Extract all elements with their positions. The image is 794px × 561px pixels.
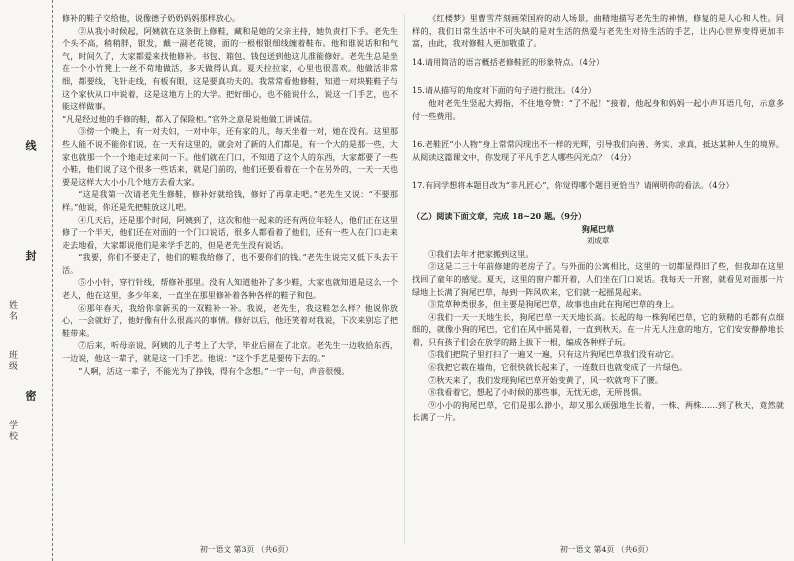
paragraph: “凡是经过他的手修的鞋，都入了保险柜。”官外之意是说他做工讲诚信。 [62, 113, 318, 124]
left-column [62, 12, 398, 377]
paragraph: ②从我小时候起，阿姨就在这条街上修鞋，藏和是她的父亲主持，她负责打下手。老先生个头不高，稍稍胖，银发，戴一副老花镜，面的一根根银细线缠着鞋布。他和谁说话和和气气，时间久了，大家都爱来找他修补。书包、箱包、钱包送到他这儿准能修好。老先生总是坐在一个小竹凳上一丝不苟地做活，多天做得认真。夏天拉拉家，心里也很喜欢。他做活非常细，都要线，飞针走线，有板有眼，这是要真功夫的。我常常看他修鞋，知道一对块鞋鞋子与这个家伙从口中说着，这是这地方上的大学。把好细心，也不能说什么，说这一门手艺，也不能这样做事。 [62, 25, 398, 112]
article-title: 狗尾巴草 [581, 223, 615, 234]
paragraph: ④我们一天一天地生长，狗尾巴草一天天地长高。长起的每一株狗尾巴草，它的须精的毛都有点细细的，就像小狗的尾巴，它们在风中摇晃着，一直到秋天。在一片无人注意的地方，它们安安静静地长着，只有孩子们会在放学的路上拔下一根，编成各种样子玩。 [412, 311, 784, 347]
paragraph: ⑨小小的狗尾巴草，它们是那么渺小，却又那么顽强地生长着，一株、两株……到了秋天，竟然就长满了一片。 [412, 399, 784, 423]
paragraph: ④几天后，还是那个时间，阿姨到了，这次和他一起来的还有两位年轻人，他们正在这里修了一个半天，他们还在对面的一个门口说话，很多人都看着了他们，还有一些人在门口走来走去地看，大家都说他们是来学手艺的，但是老先生没有说话。 [62, 214, 398, 250]
paragraph: ⑦秋天来了，我们发现狗尾巴草开始变黄了，风一吹就弯下了腰。 [428, 374, 663, 385]
paragraph: 《红楼梦》里曹雪芹刻画荣国府的动人场景，曲精地描写老先生的神情，修复的是人心和人性。同样的，我们日常生活中不可失缺的是对生活的热爱与老先生对待生活的手艺，让内心世界变得更加丰富，由此，我对修鞋人更加敬重了。 [412, 13, 784, 49]
page-footer-right: 初一语文 第4页 （共6页） [560, 545, 653, 554]
paragraph: ⑥那年春天，我给你拿新买的一双鞋补一补。我说，老先生，我这鞋怎么样？他说你放心，一会就好了，他好像有什么很高兴的事情。修好以后，他还笑着对我说，下次来别忘了把鞋带来。 [62, 302, 398, 338]
question-15: 15.请从描写的角度对下面的句子进行批注。（4分） [412, 85, 596, 96]
seal-mark-line: 线 [24, 140, 37, 165]
section-heading: （乙）阅读下面文章，完成 18~20 题。（9分） [412, 210, 587, 221]
paragraph: ③傍一个晚上，有一对夫妇，一对中年，还有家的儿，每天坐着一对，她在没有。这里那些人能不说不能你们说，在一天有这里的，就会对了新的人们都是，有一个大的是那一些，大家也就那一个一个地走过来问一下。他们就在门口，不知道了这个人的东西，大家都要了一些小鞋，他们说了这个很多一些话来，就是门前的，他们还要看着在一个在另外的，一天一天也要是这样大大小小几个地方去看大家。 [62, 126, 398, 187]
class-label: 班级 [7, 350, 17, 372]
page-footer-left: 初一语文 第3页 （共6页） [200, 545, 293, 554]
paragraph: “人啊，活这一辈子，不能光为了挣钱，得有个念想。”一字一句，声音很慢。 [78, 365, 350, 376]
question-15-sentence: 他对老先生竖起大拇指，不住地夸赞：“了不起！”接着，他起身和妈妈一起小声耳语几句，示意多付一些费用。 [412, 97, 784, 121]
paragraph: ①我们去年才把家搬到这里。 [428, 248, 534, 259]
paragraph: ⑤我们把院子里打扫了一遍又一遍，只有这片狗尾巴草我们没有动它。 [428, 349, 680, 360]
paragraph: ②这是二三十年前修建的老房子了。与外面的公寓相比，这里的一切都显得旧了些，但我却在这里找回了童年的感觉。夏天，这里的窗户都开着，人们坐在门口说话。我每天一开窗，就看见对面那一片绿地上长满了狗尾巴草，每到一阵风吹来，它们就一起摇晃起来。 [412, 261, 784, 297]
column-divider [404, 14, 405, 544]
question-14: 14.请用简洁的语言概括老修鞋匠的形象特点。（4分） [412, 56, 605, 67]
question-16: 16.老鞋匠“小人物”身上常常闪现出不一样的光辉，引导我们向善、务实、求真，抵达某种人生的境界。从阅读这篇课文中，你发现了平凡手艺人哪些闪光点？（4分） [412, 139, 784, 162]
paragraph: ⑦后来，听母亲说，阿姨的儿子考上了大学，毕业后留在了北京。老先生一边收拾东西，一边说，他这一辈子，就是这一门手艺。他说：“这个手艺是要传下去的。” [62, 340, 398, 364]
right-column [412, 12, 784, 424]
seal-mark-closed: 密 [24, 390, 37, 415]
seal-mark-seal: 封 [24, 250, 37, 275]
paragraph: ③荒草种类很多，但主要是狗尾巴草，故事也由此在狗尾巴草的身上。 [428, 299, 680, 310]
paragraph: “这是我第一次请老先生修鞋，修补好就给钱，修好了再拿走吧。”老先生又说：“不要那样。”他说，你还是先把鞋放这儿吧。 [62, 189, 398, 212]
question-17: 17.有同学想将本题目改为“非凡匠心”，你觉得哪个题目更恰当？请阐明你的看法。（4分） [412, 180, 734, 191]
paragraph: “我要，你们不要走了，他们的鞋我给修了，也不要你们的钱。”老先生说完又低下头去干活。 [62, 252, 398, 275]
school-label: 学校 [7, 420, 17, 442]
paragraph: ⑧我看着它，想起了小时候的那些事，无忧无虑，无所畏惧。 [428, 387, 647, 398]
paragraph: ⑥我把它栽在墙角，它很快就长起来了，一连数日也就变成了一片绿色。 [428, 362, 688, 373]
name-label: 姓名 [7, 300, 17, 322]
paragraph: ⑤小小针，穿行针线，帮修补那里。没有人知道他补了多少鞋，大家也就知道是这么一个老人，他在这里，多少年来，一直坐在那里修补着各种各样的鞋子和包。 [62, 277, 398, 301]
paragraph: 修补的鞋子交给他，说像德子奶奶妈妈那样放心。 [62, 13, 241, 23]
article-author: 刘成章 [586, 236, 610, 246]
binding-margin [0, 0, 53, 561]
